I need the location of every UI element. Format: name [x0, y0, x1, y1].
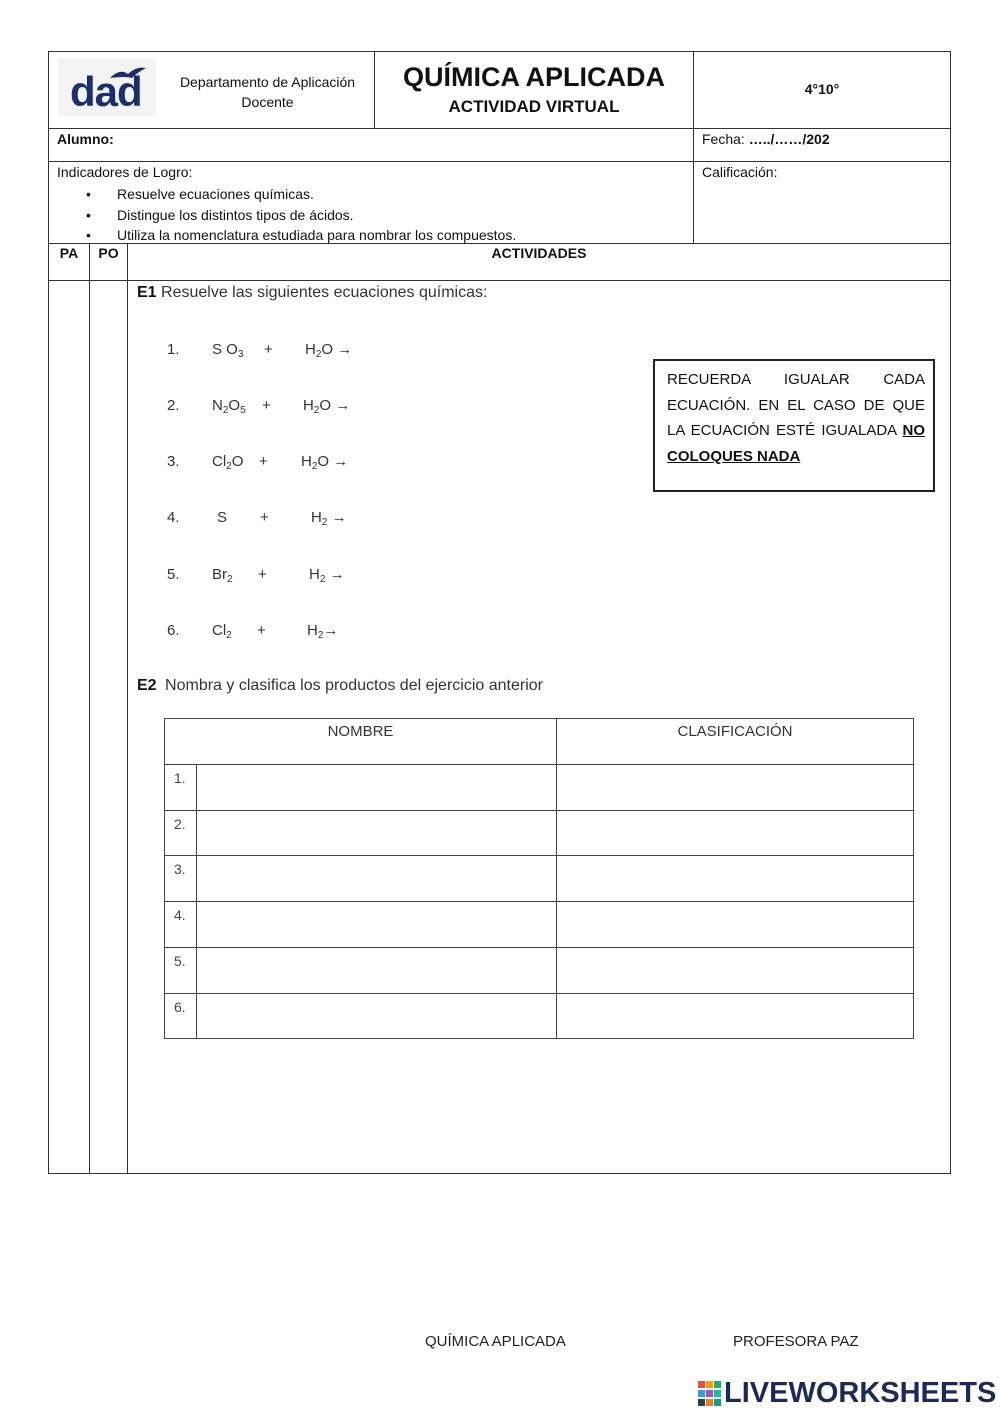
class-answer-2[interactable] — [558, 812, 912, 854]
table-row: 1. — [174, 770, 186, 786]
page-title: QUÍMICA APLICADA — [403, 62, 665, 92]
date-label: Fecha: — [702, 131, 749, 147]
arrow-icon: → — [329, 566, 345, 583]
equation-6: 6. — [167, 622, 180, 639]
list-item: • Utiliza la nomenclatura estudiada para nombrar los compuestos. — [86, 227, 517, 243]
equation-4: 4. — [167, 509, 180, 526]
date-field — [702, 131, 830, 147]
class-answer-3[interactable] — [558, 857, 912, 899]
exercise-2-label: E2 — [137, 677, 157, 694]
equation-1: 1. — [167, 341, 180, 358]
exercise-2-text: Nombra y clasifica los productos del ejercicio anterior — [165, 677, 543, 694]
exercise-1-text: Resuelve las siguientes ecuaciones químicas: — [161, 284, 488, 301]
arrow-icon: → — [335, 397, 351, 414]
column-po: PO — [98, 245, 119, 261]
equation-3: 3. — [167, 453, 180, 470]
name-answer-3[interactable] — [198, 857, 554, 899]
liveworksheets-logo[interactable] — [698, 1377, 997, 1411]
name-answer-4[interactable] — [198, 903, 554, 945]
reminder-text: RECUERDA IGUALAR CADA ECUACIÓN. EN EL CASO DE QUE LA ECUACIÓN ESTÉ IGUALADA NO COLOQUES NADA — [667, 371, 925, 465]
class-answer-5[interactable] — [558, 949, 912, 991]
date-value: …../……/202 — [748, 131, 830, 147]
class-answer-6[interactable] — [558, 995, 912, 1037]
table-row: 2. — [174, 816, 186, 832]
indicator-list — [86, 184, 516, 246]
name-answer-6[interactable] — [198, 995, 554, 1037]
grade-label: Calificación: — [702, 164, 778, 180]
exercise-2-heading — [137, 677, 543, 695]
table-row: 5. — [174, 953, 186, 969]
list-item: • Distingue los distintos tipos de ácidos. — [86, 206, 354, 223]
list-item: • Resuelve ecuaciones químicas. — [86, 186, 314, 202]
table-row: 6. — [174, 999, 186, 1015]
exercise-1-label: E1 — [137, 284, 157, 301]
class-answer-4[interactable] — [558, 903, 912, 945]
student-label: Alumno: — [57, 131, 114, 147]
footer-subject: QUÍMICA APLICADA — [425, 1333, 566, 1350]
reminder-emphasis: NO COLOQUES NADA — [667, 422, 925, 465]
arrow-icon: → — [333, 453, 349, 470]
logo — [58, 58, 156, 116]
department-name: Departamento de Aplicación Docente — [179, 74, 356, 110]
page-subtitle: ACTIVIDAD VIRTUAL — [448, 97, 620, 116]
logo-text: dad — [70, 68, 142, 115]
table-row: 4. — [174, 907, 186, 923]
column-pa: PA — [59, 245, 79, 261]
reminder-box — [653, 359, 935, 492]
arrow-icon: → — [323, 622, 339, 639]
name-answer-5[interactable] — [198, 949, 554, 991]
indicators-title: Indicadores de Logro: — [57, 164, 193, 180]
exercise-1-heading — [137, 284, 487, 302]
footer-teacher: PROFESORA PAZ — [733, 1333, 859, 1350]
table-header-name: NOMBRE — [327, 723, 394, 740]
column-activities: ACTIVIDADES — [491, 245, 587, 261]
table-row: 3. — [174, 861, 186, 877]
arrow-icon: → — [337, 341, 353, 358]
name-answer-1[interactable] — [198, 766, 554, 808]
liveworksheets-brand: LIVEWORKSHEETS — [724, 1377, 997, 1409]
name-answer-2[interactable] — [198, 812, 554, 854]
class-answer-1[interactable] — [558, 766, 912, 808]
grade-level: 4°10° — [804, 81, 840, 97]
equation-5: 5. — [167, 566, 180, 583]
equation-2: 2. — [167, 397, 180, 414]
arrow-icon: → — [331, 509, 347, 526]
table-header-classification: CLASIFICACIÓN — [677, 723, 793, 740]
lws-grid-icon — [698, 1381, 722, 1407]
